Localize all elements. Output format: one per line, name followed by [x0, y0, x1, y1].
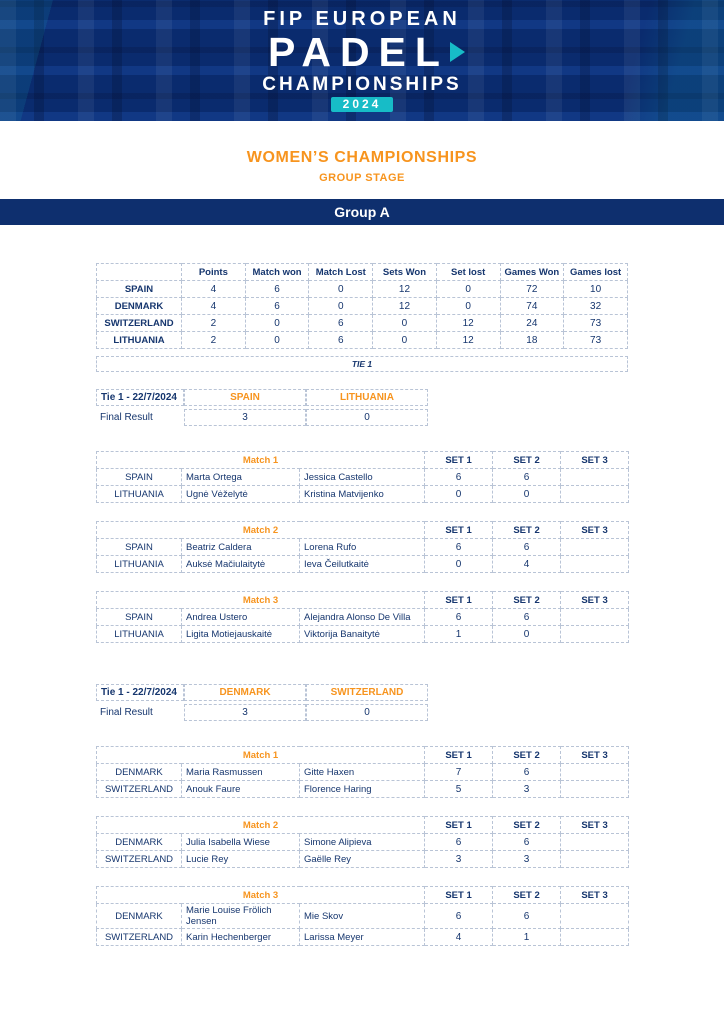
stat-value: 2: [182, 332, 246, 349]
match-title: Match 1: [97, 452, 425, 469]
championship-logo: [259, 9, 465, 113]
set-score: 6: [493, 834, 561, 851]
set-score: [561, 834, 629, 851]
set-score: 0: [425, 486, 493, 503]
content-area: [96, 263, 628, 946]
player-name: Viktorija Banaitytė: [300, 626, 425, 643]
team-name: DENMARK: [97, 764, 182, 781]
match-table-2: [96, 816, 629, 868]
player-name: Andrea Ustero: [182, 609, 300, 626]
set-1-header: SET 1: [425, 817, 493, 834]
player-name: Beatriz Caldera: [182, 539, 300, 556]
match-header-row: [97, 522, 629, 539]
set-1-header: SET 1: [425, 747, 493, 764]
tie-date-label: Tie 1 - 22/7/2024: [96, 389, 184, 406]
stat-value: 32: [564, 298, 628, 315]
match-row: [97, 834, 629, 851]
set-score: 6: [493, 904, 561, 929]
team-name: SPAIN: [97, 609, 182, 626]
spacer-cell: [428, 684, 628, 701]
stat-value: 12: [373, 281, 437, 298]
standings-table: [96, 263, 628, 349]
set-score: 3: [493, 781, 561, 798]
stat-value: 72: [500, 281, 564, 298]
set-score: [561, 469, 629, 486]
set-1-header: SET 1: [425, 592, 493, 609]
player-name: Gitte Haxen: [300, 764, 425, 781]
set-3-header: SET 3: [561, 452, 629, 469]
set-score: 4: [493, 556, 561, 573]
tie-block-denmark-switzerland: [96, 681, 628, 946]
match-header-row: [97, 592, 629, 609]
team-name: SPAIN: [97, 539, 182, 556]
stat-value: 10: [564, 281, 628, 298]
team-name: SWITZERLAND: [97, 929, 182, 946]
player-name: Anouk Faure: [182, 781, 300, 798]
stat-value: 0: [436, 281, 500, 298]
stat-value: 74: [500, 298, 564, 315]
set-score: 6: [493, 609, 561, 626]
tie-1-strip: TIE 1: [96, 356, 628, 372]
stat-value: 4: [182, 281, 246, 298]
set-score: [561, 851, 629, 868]
tie-label-row: [96, 389, 628, 406]
match-header-row: [97, 887, 629, 904]
stat-value: 0: [309, 298, 373, 315]
tie-team-2: SWITZERLAND: [306, 684, 428, 701]
match-row: [97, 469, 629, 486]
match-header-row: [97, 747, 629, 764]
player-name: Auksė Mačiulaitytė: [182, 556, 300, 573]
set-2-header: SET 2: [493, 887, 561, 904]
stat-value: 0: [373, 315, 437, 332]
set-score: [561, 781, 629, 798]
set-score: 0: [493, 486, 561, 503]
set-3-header: SET 3: [561, 592, 629, 609]
player-name: Ligita Motiejauskaitė: [182, 626, 300, 643]
set-3-header: SET 3: [561, 522, 629, 539]
player-name: Gaëlle Rey: [300, 851, 425, 868]
player-name: Karin Hechenberger: [182, 929, 300, 946]
team-name: DENMARK: [97, 298, 182, 315]
set-score: 3: [493, 851, 561, 868]
final-result-label: Final Result: [100, 412, 153, 423]
column-header-points: Points: [182, 264, 246, 281]
stat-value: 12: [436, 315, 500, 332]
player-name: Lucie Rey: [182, 851, 300, 868]
team-name: DENMARK: [97, 904, 182, 929]
stat-value: 12: [436, 332, 500, 349]
team-name: LITHUANIA: [97, 332, 182, 349]
set-score: [561, 539, 629, 556]
set-score: 1: [493, 929, 561, 946]
stat-value: 6: [309, 315, 373, 332]
set-score: 6: [425, 539, 493, 556]
set-score: 3: [425, 851, 493, 868]
set-1-header: SET 1: [425, 522, 493, 539]
player-name: Marta Ortega: [182, 469, 300, 486]
final-result-score-1: 3: [184, 409, 306, 426]
final-result-label: Final Result: [100, 707, 153, 718]
stat-value: 0: [436, 298, 500, 315]
player-name: Mie Skov: [300, 904, 425, 929]
stat-value: 0: [245, 315, 309, 332]
stat-value: 0: [373, 332, 437, 349]
match-header-row: [97, 817, 629, 834]
stat-value: 4: [182, 298, 246, 315]
match-row: [97, 626, 629, 643]
set-score: 0: [493, 626, 561, 643]
set-score: 1: [425, 626, 493, 643]
match-row: [97, 486, 629, 503]
spacer-cell: [428, 389, 628, 406]
match-row: [97, 539, 629, 556]
column-header-match-lost: Match Lost: [309, 264, 373, 281]
player-name: Jessica Castello: [300, 469, 425, 486]
match-header-row: [97, 452, 629, 469]
standings-row-spain: [97, 281, 628, 298]
tie-team-1: DENMARK: [184, 684, 306, 701]
group-a-bar: Group A: [0, 199, 724, 225]
column-header-set-lost: Set lost: [436, 264, 500, 281]
match-title: Match 3: [97, 592, 425, 609]
final-result-row: [96, 409, 628, 426]
team-name: LITHUANIA: [97, 556, 182, 573]
set-2-header: SET 2: [493, 592, 561, 609]
match-title: Match 2: [97, 522, 425, 539]
team-name: SWITZERLAND: [97, 315, 182, 332]
player-name: Alejandra Alonso De Villa: [300, 609, 425, 626]
match-title: Match 2: [97, 817, 425, 834]
set-3-header: SET 3: [561, 747, 629, 764]
set-score: [561, 626, 629, 643]
championship-banner: [0, 0, 724, 121]
set-score: [561, 904, 629, 929]
set-score: [561, 764, 629, 781]
tie-summary-table: [96, 681, 628, 724]
match-row: [97, 851, 629, 868]
team-name: LITHUANIA: [97, 486, 182, 503]
tie-team-2: LITHUANIA: [306, 389, 428, 406]
stat-value: 0: [309, 281, 373, 298]
set-score: [561, 556, 629, 573]
tie-summary-table: [96, 386, 628, 429]
tie-block-spain-lithuania: [96, 386, 628, 643]
set-score: [561, 609, 629, 626]
set-score: 4: [425, 929, 493, 946]
set-3-header: SET 3: [561, 817, 629, 834]
column-header-match-won: Match won: [245, 264, 309, 281]
player-name: Kristina Matvijenko: [300, 486, 425, 503]
match-title: Match 1: [97, 747, 425, 764]
page-title: WOMEN’S CHAMPIONSHIPS: [246, 149, 478, 166]
standings-header-row: [97, 264, 628, 281]
standings-corner-cell: [97, 264, 182, 281]
set-2-header: SET 2: [493, 522, 561, 539]
team-name: LITHUANIA: [97, 626, 182, 643]
team-name: SPAIN: [97, 469, 182, 486]
player-name: Ieva Čeilutkaitė: [300, 556, 425, 573]
standings-row-switzerland: [97, 315, 628, 332]
stat-value: 18: [500, 332, 564, 349]
set-2-header: SET 2: [493, 817, 561, 834]
player-name: Maria Rasmussen: [182, 764, 300, 781]
standings-row-lithuania: [97, 332, 628, 349]
match-row: [97, 609, 629, 626]
set-score: 6: [493, 539, 561, 556]
set-2-header: SET 2: [493, 747, 561, 764]
set-score: 6: [493, 764, 561, 781]
column-header-games-lost: Games lost: [564, 264, 628, 281]
spacer-cell: [428, 704, 628, 721]
stat-value: 0: [245, 332, 309, 349]
match-row: [97, 781, 629, 798]
set-2-header: SET 2: [493, 452, 561, 469]
match-row: [97, 556, 629, 573]
stat-value: 12: [373, 298, 437, 315]
final-result-row: [96, 704, 628, 721]
set-score: 6: [425, 904, 493, 929]
stat-value: 6: [245, 298, 309, 315]
player-name: Simone Alipieva: [300, 834, 425, 851]
play-triangle-icon: [450, 42, 465, 62]
logo-padel-text: PADEL: [268, 29, 449, 76]
player-name: Lorena Rufo: [300, 539, 425, 556]
player-name: Marie Louise Frölich Jensen: [182, 904, 300, 929]
set-score: 7: [425, 764, 493, 781]
set-score: 6: [425, 469, 493, 486]
team-name: SWITZERLAND: [97, 781, 182, 798]
set-score: 6: [425, 834, 493, 851]
match-row: [97, 764, 629, 781]
set-1-header: SET 1: [425, 452, 493, 469]
set-score: [561, 486, 629, 503]
stat-value: 6: [309, 332, 373, 349]
player-name: Ugnė Vėželytė: [182, 486, 300, 503]
match-table-3: [96, 886, 629, 946]
match-table-3: [96, 591, 629, 643]
set-score: 6: [493, 469, 561, 486]
set-score: 6: [425, 609, 493, 626]
set-3-header: SET 3: [561, 887, 629, 904]
player-name: Larissa Meyer: [300, 929, 425, 946]
team-name: SPAIN: [97, 281, 182, 298]
tie-label-row: [96, 684, 628, 701]
logo-line-fip-european: FIP EUROPEAN: [263, 7, 461, 30]
final-result-score-1: 3: [184, 704, 306, 721]
column-header-sets-won: Sets Won: [373, 264, 437, 281]
stat-value: 73: [564, 315, 628, 332]
stat-value: 24: [500, 315, 564, 332]
team-name: SWITZERLAND: [97, 851, 182, 868]
set-1-header: SET 1: [425, 887, 493, 904]
team-name: DENMARK: [97, 834, 182, 851]
match-row: [97, 904, 629, 929]
page-subtitle: GROUP STAGE: [319, 172, 405, 184]
stat-value: 73: [564, 332, 628, 349]
logo-line-championships: CHAMPIONSHIPS: [262, 73, 462, 95]
final-result-score-2: 0: [306, 704, 428, 721]
set-score: [561, 929, 629, 946]
stat-value: 6: [245, 281, 309, 298]
match-table-1: [96, 746, 629, 798]
standings-row-denmark: [97, 298, 628, 315]
stat-value: 2: [182, 315, 246, 332]
set-score: 0: [425, 556, 493, 573]
tie-date-label: Tie 1 - 22/7/2024: [96, 684, 184, 701]
column-header-games-won: Games Won: [500, 264, 564, 281]
match-table-1: [96, 451, 629, 503]
tie-team-1: SPAIN: [184, 389, 306, 406]
player-name: Julia Isabella Wiese: [182, 834, 300, 851]
set-score: 5: [425, 781, 493, 798]
spacer-cell: [428, 409, 628, 426]
match-table-2: [96, 521, 629, 573]
match-row: [97, 929, 629, 946]
match-title: Match 3: [97, 887, 425, 904]
logo-line-padel: [259, 30, 465, 74]
logo-year-badge: 2024: [331, 97, 394, 112]
player-name: Florence Haring: [300, 781, 425, 798]
final-result-score-2: 0: [306, 409, 428, 426]
